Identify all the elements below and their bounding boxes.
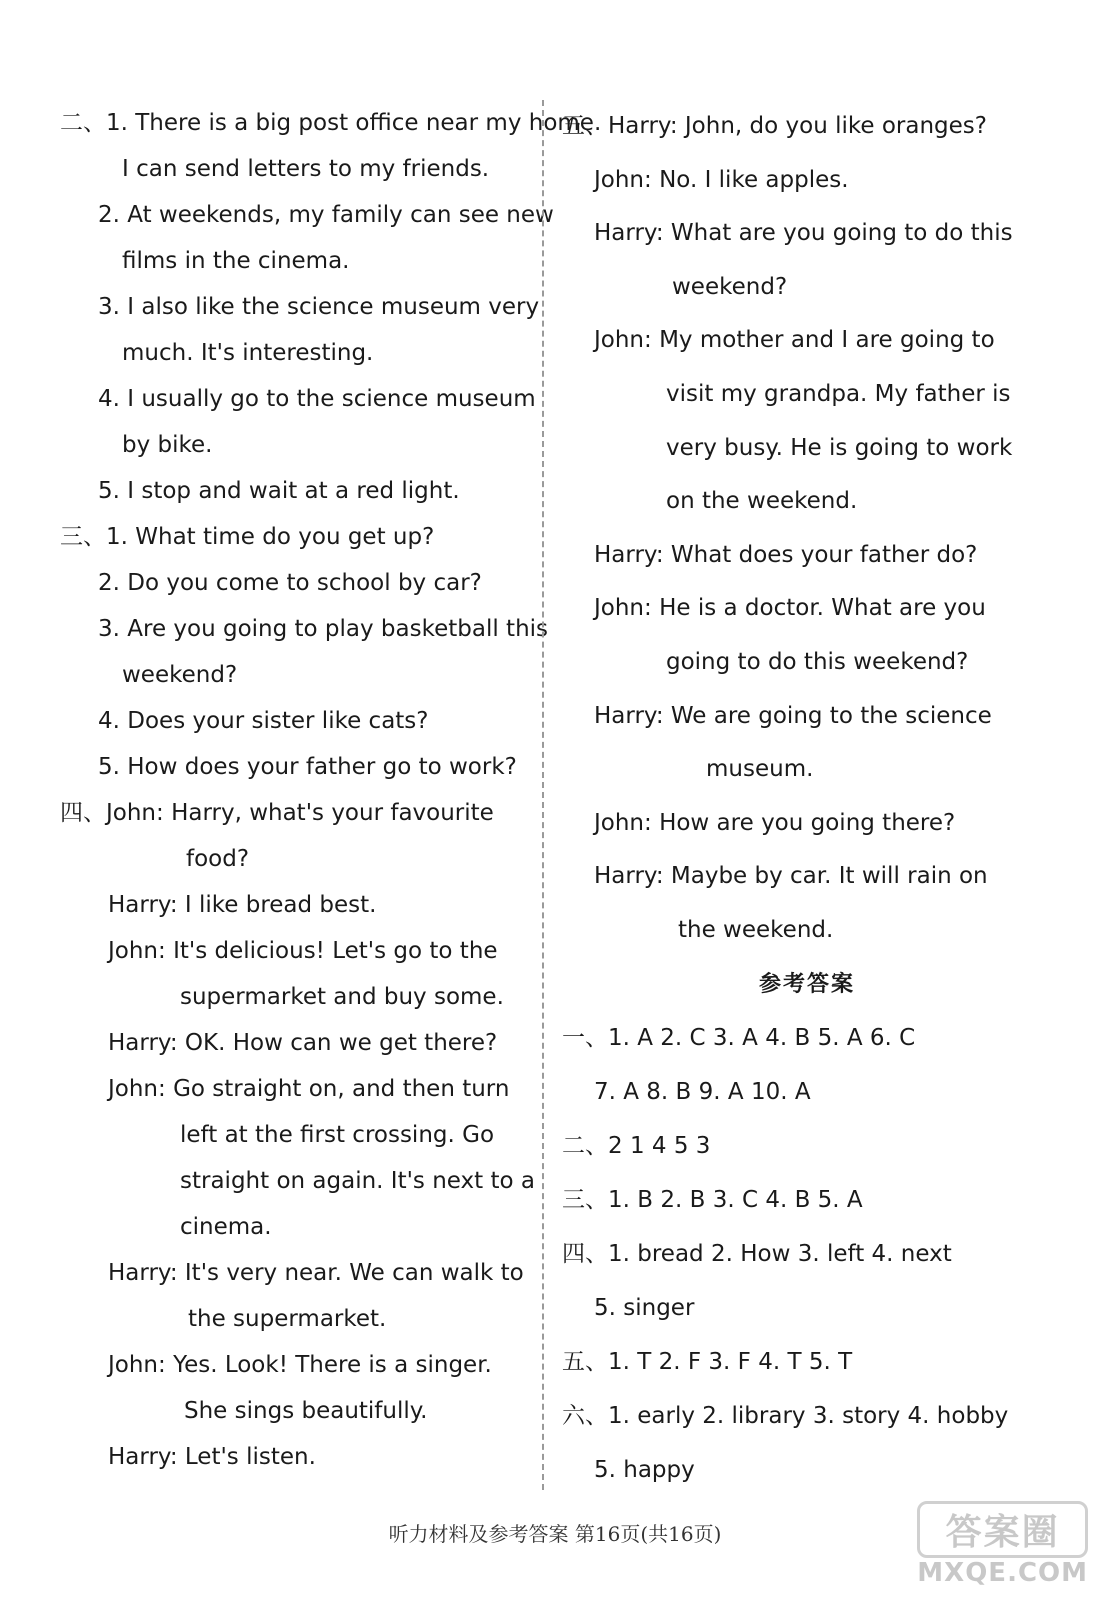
- right-lines-line: very busy. He is going to work: [666, 434, 1013, 461]
- left-lines-line: She sings beautifully.: [184, 1398, 428, 1424]
- answer-lines-line: 5. happy: [594, 1457, 695, 1484]
- watermark-text: 答案圈: [917, 1501, 1088, 1558]
- answers-heading: 参考答案: [758, 971, 855, 997]
- right-lines-line: Harry: We are going to the science: [594, 702, 992, 729]
- right-lines-line: Harry: What are you going to do this: [594, 220, 1013, 247]
- left-lines-line: films in the cinema.: [122, 248, 350, 274]
- right-column: [562, 100, 1052, 1497]
- left-lines-line: the supermarket.: [188, 1306, 387, 1332]
- answer-lines-line: 四、1. bread 2. How 3. left 4. next: [562, 1241, 952, 1268]
- right-lines-line: 五、Harry: John, do you like oranges?: [562, 113, 987, 139]
- left-column: [60, 100, 602, 1480]
- left-lines-line: left at the first crossing. Go: [180, 1122, 495, 1148]
- answer-lines-line: 一、1. A 2. C 3. A 4. B 5. A 6. C: [562, 1025, 916, 1052]
- left-lines-line: 二、1. There is a big post office near my home.: [60, 110, 602, 136]
- left-lines-line: 三、1. What time do you get up?: [60, 524, 435, 550]
- left-lines-line: Harry: It's very near. We can walk to: [108, 1260, 524, 1286]
- answer-key: [562, 1011, 1052, 1497]
- left-lines-line: 5. How does your father go to work?: [98, 754, 517, 780]
- right-lines-line: the weekend.: [678, 916, 834, 943]
- left-lines-line: 四、John: Harry, what's your favourite: [60, 800, 494, 826]
- left-lines-line: Harry: Let's listen.: [108, 1444, 316, 1470]
- right-lines-line: Harry: What does your father do?: [594, 541, 978, 568]
- right-lines-line: John: No. I like apples.: [594, 166, 849, 193]
- answer-lines-line: 5. singer: [594, 1295, 695, 1322]
- column-divider: [542, 100, 544, 1490]
- answer-lines-line: 三、1. B 2. B 3. C 4. B 5. A: [562, 1187, 863, 1214]
- left-lines-line: by bike.: [122, 432, 213, 458]
- left-lines-line: cinema.: [180, 1214, 272, 1240]
- right-lines-line: visit my grandpa. My father is: [666, 380, 1011, 407]
- left-lines-line: food?: [186, 846, 250, 872]
- answer-lines-line: 7. A 8. B 9. A 10. A: [594, 1079, 811, 1106]
- left-lines-line: 4. Does your sister like cats?: [98, 708, 429, 734]
- left-lines-line: much. It's interesting.: [122, 340, 374, 366]
- left-lines-line: I can send letters to my friends.: [122, 156, 490, 182]
- right-lines-line: John: My mother and I are going to: [594, 327, 995, 354]
- watermark-logo: [917, 1501, 1088, 1588]
- left-lines-line: 2. Do you come to school by car?: [98, 570, 482, 596]
- right-lines-line: John: How are you going there?: [594, 809, 956, 836]
- listening-script-left: [60, 100, 602, 1480]
- left-lines-line: John: It's delicious! Let's go to the: [108, 938, 498, 964]
- answer-lines-line: 二、2 1 4 5 3: [562, 1133, 711, 1160]
- left-lines-line: 4. I usually go to the science museum: [98, 386, 536, 412]
- right-lines-line: museum.: [706, 756, 814, 783]
- left-lines-line: John: Go straight on, and then turn: [108, 1076, 510, 1102]
- left-lines-line: 5. I stop and wait at a red light.: [98, 478, 460, 504]
- left-lines-line: weekend?: [122, 662, 238, 688]
- right-lines-line: Harry: Maybe by car. It will rain on: [594, 863, 988, 890]
- right-lines-line: going to do this weekend?: [666, 648, 969, 675]
- left-lines-line: John: Yes. Look! There is a singer.: [108, 1352, 492, 1378]
- page-footer: 听力材料及参考答案 第16页(共16页): [388, 1522, 722, 1546]
- right-lines-line: on the weekend.: [666, 488, 858, 515]
- left-lines-line: Harry: I like bread best.: [108, 892, 377, 918]
- left-lines-line: 3. Are you going to play basketball this: [98, 616, 549, 642]
- left-lines-line: straight on again. It's next to a: [180, 1168, 535, 1194]
- left-lines-line: Harry: OK. How can we get there?: [108, 1030, 498, 1056]
- watermark-url: MXQE.COM: [917, 1558, 1088, 1588]
- answer-lines-line: 六、1. early 2. library 3. story 4. hobby: [562, 1403, 1009, 1430]
- left-lines-line: supermarket and buy some.: [180, 984, 504, 1010]
- listening-script-right: [562, 100, 1052, 958]
- left-lines-line: 2. At weekends, my family can see new: [98, 202, 554, 228]
- right-lines-line: weekend?: [672, 273, 788, 300]
- answer-lines-line: 五、1. T 2. F 3. F 4. T 5. T: [562, 1349, 853, 1376]
- right-lines-line: John: He is a doctor. What are you: [594, 595, 986, 622]
- left-lines-line: 3. I also like the science museum very: [98, 294, 540, 320]
